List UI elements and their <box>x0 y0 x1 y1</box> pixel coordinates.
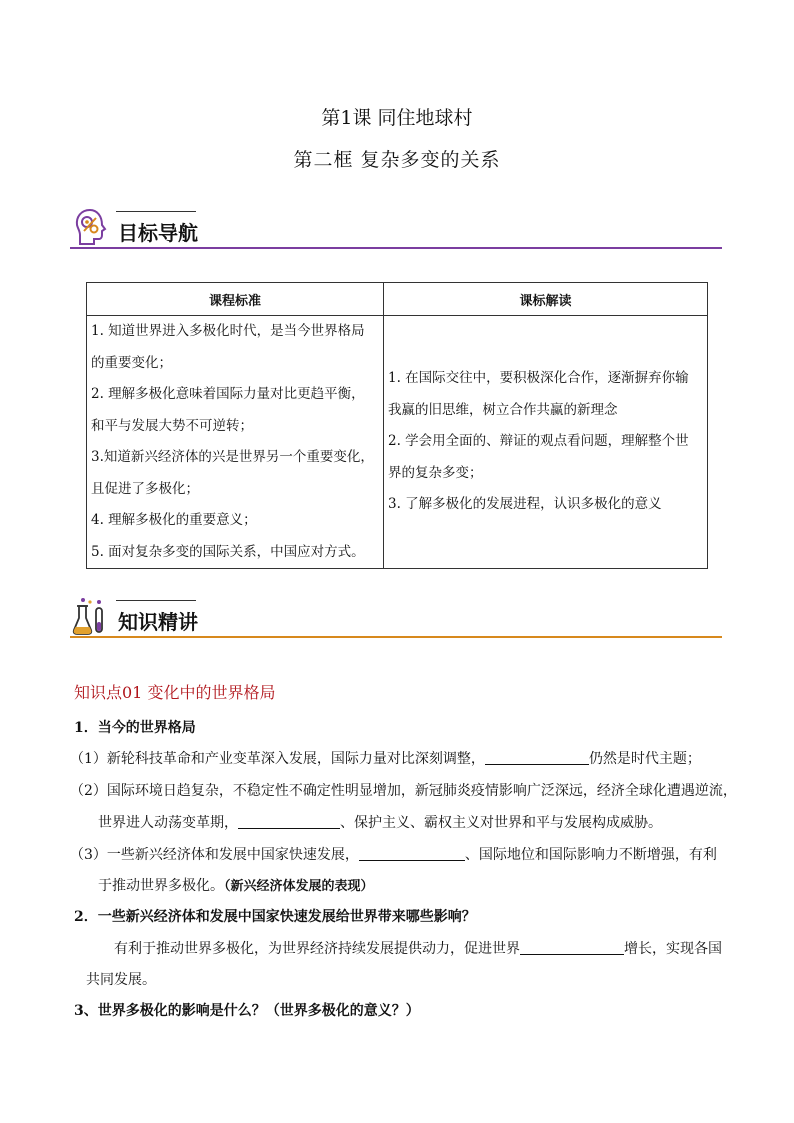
item-text: 有利于推动世界多极化，为世界经济持续发展提供动力，促进世界 <box>114 941 520 957</box>
interpretation-line: 1. 在国际交往中，要积极深化合作，逐渐摒弃你输 <box>388 370 689 387</box>
answer-2 <box>114 938 722 958</box>
fill-in-blank[interactable] <box>485 750 589 765</box>
goals-label: 目标导航 <box>118 221 198 245</box>
fill-in-blank[interactable] <box>359 846 465 861</box>
interpretation-line: 我赢的旧思维，树立合作共赢的新理念 <box>388 401 618 418</box>
goals-section-header <box>70 207 722 251</box>
item-text: 于推动世界多极化。 <box>98 878 224 894</box>
standards-line: 5. 面对复杂多变的国际关系，中国应对方式。 <box>91 543 365 560</box>
header-top-line <box>116 600 196 601</box>
item-1-2-cont <box>98 812 662 832</box>
interpretation-line: 界的复杂多变； <box>388 464 483 481</box>
fill-in-blank[interactable] <box>520 940 624 955</box>
item-text: （1）新轮科技革命和产业变革深入发展，国际力量对比深刻调整， <box>70 751 485 767</box>
standards-cell <box>87 316 384 569</box>
item-1-2: （2）国际环境日趋复杂，不稳定性不确定性明显增加，新冠肺炎疫情影响广泛深远，经济全球化遭遇逆流， <box>70 783 737 799</box>
item-note: （新兴经济体发展的表现） <box>224 879 374 894</box>
item-1-3-cont <box>98 875 374 895</box>
question-2-title: 2．一些新兴经济体和发展中国家快速发展给世界带来哪些影响？ <box>74 909 476 925</box>
standards-line: 1. 知道世界进入多极化时代，是当今世界格局 <box>91 323 365 339</box>
lesson-title: 第1课 同住地球村 <box>321 107 473 129</box>
item-text: 增长，实现各国 <box>624 941 722 957</box>
knowledge-point-title: 知识点01 变化中的世界格局 <box>74 683 276 702</box>
lab-flasks-icon <box>72 596 108 636</box>
table-header-row <box>87 283 708 316</box>
interpretation-line: 3. 了解多极化的发展进程，认识多极化的意义 <box>388 496 662 513</box>
header-top-line <box>116 211 196 212</box>
standards-line: 的重要变化； <box>91 354 172 371</box>
knowledge-rule <box>70 636 722 638</box>
item-text: 世界进人动荡变革期， <box>98 815 238 831</box>
item-text: 、国际地位和国际影响力不断增强，有利 <box>464 847 717 863</box>
question-3-title: 3、世界多极化的影响是什么？（世界多极化的意义？） <box>74 1003 420 1019</box>
standards-line: 2. 理解多极化意味着国际力量对比更趋平衡， <box>91 386 365 402</box>
standards-line: 3.知道新兴经济体的兴是世界另一个重要变化， <box>91 449 374 465</box>
standards-line: 且促进了多极化； <box>91 480 199 497</box>
interpretation-line: 2. 学会用全面的、辩证的观点看问题，理解整个世 <box>388 433 689 450</box>
item-1-1 <box>70 748 701 768</box>
section-title: 第二框 复杂多变的关系 <box>293 149 501 171</box>
answer-2-cont: 共同发展。 <box>86 972 156 988</box>
interpretation-cell <box>384 316 708 569</box>
item-text: 、保护主义、霸权主义对世界和平与发展构成威胁。 <box>340 815 662 831</box>
question-1-title: 1．当今的世界格局 <box>74 720 196 736</box>
item-1-3 <box>70 844 717 864</box>
knowledge-section-header <box>70 596 722 640</box>
head-gears-icon <box>72 207 108 247</box>
fill-in-blank[interactable] <box>238 814 340 829</box>
standards-line: 4. 理解多极化的重要意义； <box>91 512 257 528</box>
standards-line: 和平与发展大势不可逆转； <box>91 417 253 434</box>
curriculum-table <box>86 282 708 569</box>
item-text: （3）一些新兴经济体和发展中国家快速发展， <box>70 847 359 863</box>
table-header-standards: 课程标准 <box>87 283 384 316</box>
item-text: 仍然是时代主题； <box>588 751 701 767</box>
goals-rule <box>70 247 722 249</box>
knowledge-label: 知识精讲 <box>118 610 198 634</box>
table-header-interpretation: 课标解读 <box>384 283 708 316</box>
table-row <box>87 316 708 569</box>
